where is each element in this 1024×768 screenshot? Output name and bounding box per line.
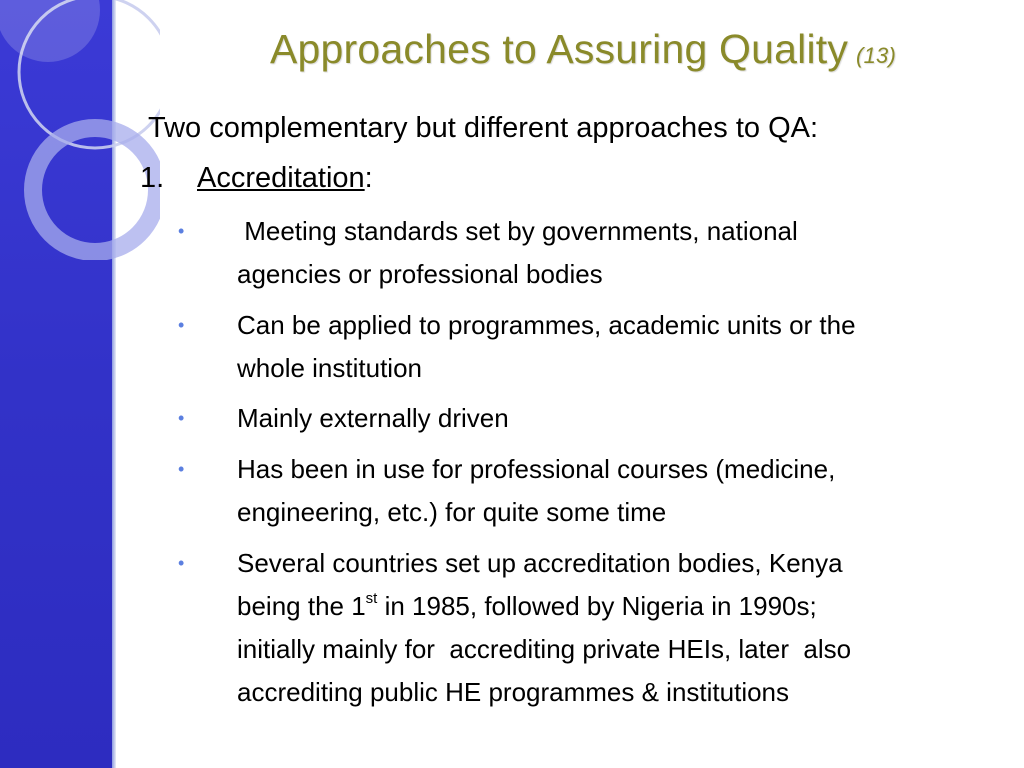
section-number: 1. xyxy=(140,162,165,194)
bullet-icon: • xyxy=(178,315,185,335)
section-heading xyxy=(140,162,373,195)
slide-title-text: Approaches to Assuring Quality xyxy=(270,26,849,72)
bullet-icon: • xyxy=(178,408,185,428)
bullet-line: agencies or professional bodies xyxy=(237,259,603,289)
intro-text: Two complementary but different approaches to QA: xyxy=(148,112,819,144)
bullet-icon: • xyxy=(178,459,185,479)
bullet-line xyxy=(237,585,987,628)
slide-number: (13) xyxy=(856,43,896,68)
bullet-line: Can be applied to programmes, academic units or the xyxy=(237,310,856,340)
section-label: Accreditation xyxy=(197,162,365,194)
bullet-line: engineering, etc.) for quite some time xyxy=(237,497,667,527)
section-suffix: : xyxy=(364,162,373,194)
bullet-icon: • xyxy=(178,553,185,573)
ordinal-suffix: st xyxy=(365,590,378,607)
bullet-line: Has been in use for professional courses (medicine, xyxy=(237,454,836,484)
bullet-line: Several countries set up accreditation bodies, Kenya xyxy=(237,548,843,578)
bullet-line: Meeting standards set by governments, national xyxy=(237,216,798,246)
bullet-icon: • xyxy=(178,221,185,241)
bullet-text: in 1985, followed by Nigeria in 1990s; xyxy=(377,591,817,621)
bullet-line: Mainly externally driven xyxy=(237,403,509,433)
bullet-text: being the 1 xyxy=(237,591,366,621)
bullet-line: whole institution xyxy=(237,353,422,383)
bullet-line: initially mainly for accrediting private HEIs, later also xyxy=(237,634,852,664)
bullet-line: accrediting public HE programmes & institutions xyxy=(237,677,790,707)
